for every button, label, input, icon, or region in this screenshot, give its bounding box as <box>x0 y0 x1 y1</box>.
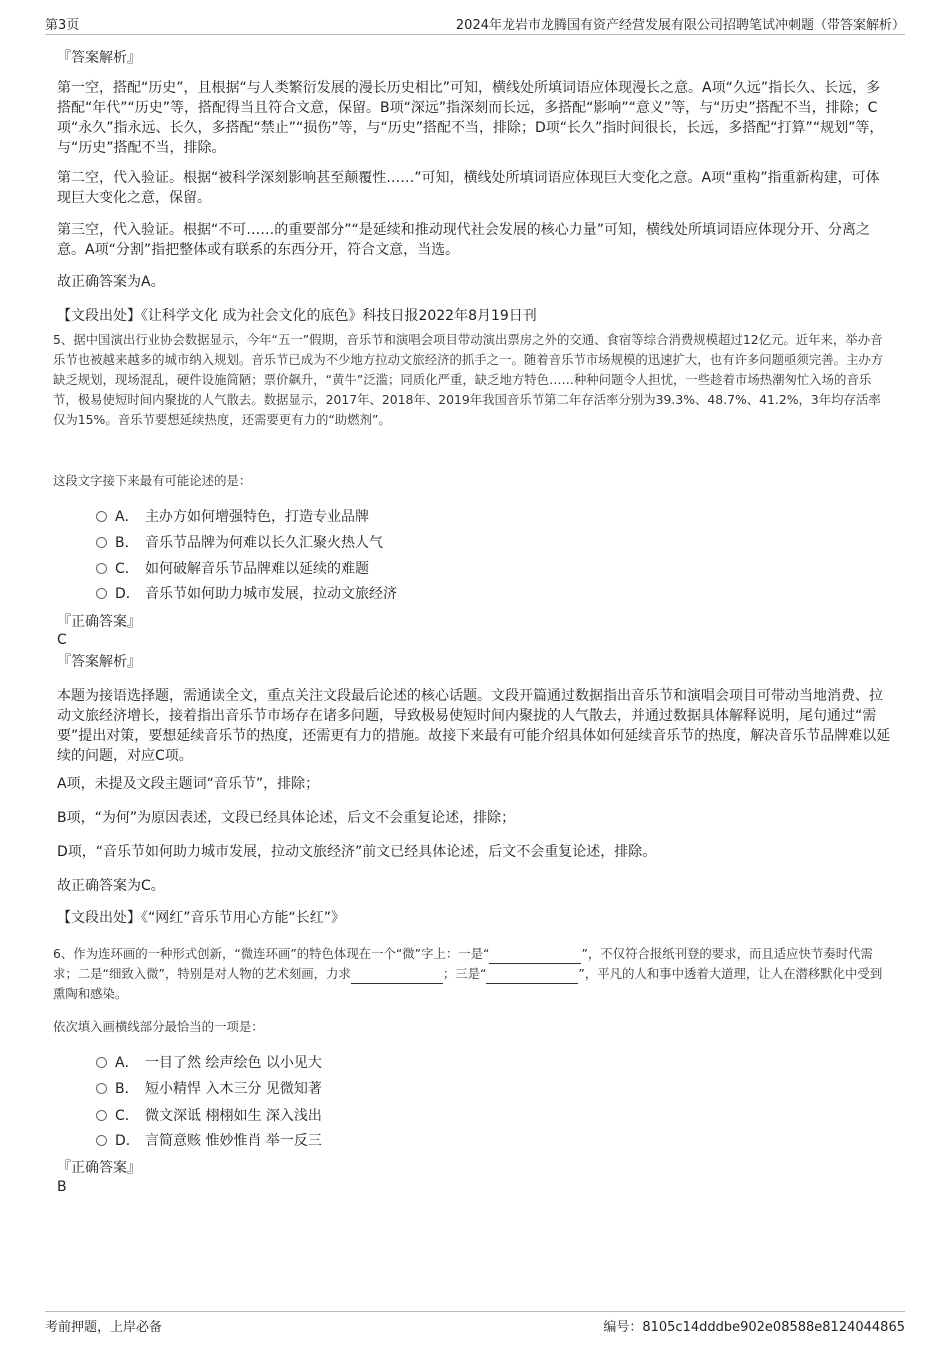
option-text: 如何破解音乐节品牌难以延续的难题 <box>145 561 369 577</box>
source: 【文段出处】《“网红”音乐节用心方能“长红”》 <box>57 910 346 926</box>
question-prompt: 这段文字接下来最有可能论述的是： <box>53 473 252 488</box>
option-text: 微文深诋 栩栩如生 深入浅出 <box>145 1108 322 1124</box>
page-header <box>45 12 905 35</box>
radio-icon[interactable] <box>96 537 107 548</box>
option-b[interactable]: B． 音乐节品牌为何难以长久汇聚火热人气 <box>96 533 383 553</box>
radio-icon[interactable] <box>96 1083 107 1094</box>
correct-answer-label: 『正确答案』 <box>57 1160 141 1176</box>
option-b[interactable]: B． 短小精悍 入木三分 见微知著 <box>96 1079 322 1099</box>
radio-icon[interactable] <box>96 1110 107 1121</box>
option-text: 音乐节如何助力城市发展，拉动文旅经济 <box>145 586 397 602</box>
radio-icon[interactable] <box>96 1057 107 1068</box>
document-id: 编号：8105c14dddbe902e08588e8124044865 <box>603 1320 905 1335</box>
option-text: 言简意赅 惟妙惟肖 举一反三 <box>145 1133 322 1149</box>
option-a[interactable]: A． 一目了然 绘声绘色 以小见大 <box>96 1053 322 1073</box>
analysis-paragraph: 本题为接语选择题，需通读全文，重点关注文段最后论述的核心话题。文段开篇通过数据指出音乐节和演唱会项目可带动当地消费、拉动文旅经济增长，接着指出音乐节市场存在诸多问题，导致极易使短时间内聚拢的人气散去，并通过数据具体解释说明，尾句通过“需要”提出对策，要想延续音乐节的热度，还需更有力的措施。故接下来最有可能介绍具体如何延续音乐节的热度，解决音乐节品牌难以延续的问题，对应C项。 <box>57 688 891 764</box>
question-text: 5、据中国演出行业协会数据显示，今年“五一”假期，音乐节和演唱会项目带动演出票房之外的交通、食宿等综合消费规模超过12亿元。近年来，举办音乐节也被越来越多的城市纳入规划。音乐节已成为不少地方拉动文旅经济的抓手之一。随着音乐节市场规模的迅速扩大，也有许多问题亟须完善。主办方缺乏规划，现场混乱，硬件设施简陋；票价飙升，“黄牛”泛滥；同质化严重，缺乏地方特色……种种问题令人担忧，一些趁着市场热潮匆忙入场的音乐节，极易使短时间内聚拢的人气散去。数据显示，2017年、2018年、2019年我国音乐节第二年存活率分别为39.3%、48.7%、41.2%，3年均存活率仅为15%。音乐节要想延续热度，还需要更有力的“助燃剂”。 <box>53 332 884 427</box>
analysis-label: 『答案解析』 <box>57 50 141 66</box>
radio-icon[interactable] <box>96 588 107 599</box>
correct-answer: C <box>57 632 67 648</box>
option-text: 音乐节品牌为何难以长久汇聚火热人气 <box>145 535 383 551</box>
page-number: 第3页 <box>45 18 80 33</box>
option-a[interactable]: A． 主办方如何增强特色，打造专业品牌 <box>96 507 369 527</box>
analysis-paragraph: D项，“音乐节如何助力城市发展，拉动文旅经济”前文已经具体论述，后文不会重复论述，排除。 <box>57 844 657 860</box>
source: 【文段出处】《让科学文化 成为社会文化的底色》科技日报2022年8月19日刊 <box>57 308 537 324</box>
option-d[interactable]: D． 音乐节如何助力城市发展，拉动文旅经济 <box>96 584 397 604</box>
fill-blank <box>489 949 581 964</box>
analysis-paragraph: 第二空，代入验证。根据“被科学深刻影响甚至颠覆性……”可知，横线处所填词语应体现巨大变化之意。A项“重构”指重新构建，可体现巨大变化之意，保留。 <box>57 170 880 206</box>
fill-blank <box>486 969 578 984</box>
option-text: 短小精悍 入木三分 见微知著 <box>145 1081 322 1097</box>
option-c[interactable]: C． 如何破解音乐节品牌难以延续的难题 <box>96 559 369 579</box>
option-c[interactable]: C． 微文深诋 栩栩如生 深入浅出 <box>96 1106 322 1126</box>
fill-blank <box>351 969 443 984</box>
analysis-paragraph: B项，“为何”为原因表述，文段已经具体论述，后文不会重复论述，排除； <box>57 810 516 826</box>
correct-answer: B <box>57 1179 67 1195</box>
option-text: 一目了然 绘声绘色 以小见大 <box>145 1055 322 1071</box>
radio-icon[interactable] <box>96 563 107 574</box>
page-footer <box>45 1311 905 1335</box>
radio-icon[interactable] <box>96 511 107 522</box>
conclusion: 故正确答案为A。 <box>57 274 165 290</box>
radio-icon[interactable] <box>96 1135 107 1146</box>
question-prompt: 依次填入画横线部分最恰当的一项是： <box>53 1019 264 1034</box>
option-text: 主办方如何增强特色，打造专业品牌 <box>145 509 369 525</box>
option-d[interactable]: D． 言简意赅 惟妙惟肖 举一反三 <box>96 1131 322 1151</box>
analysis-paragraph: 第一空，搭配“历史”，且根据“与人类繁衍发展的漫长历史相比”可知，横线处所填词语应体现漫长之意。A项“久远”指长久、长远，多搭配“年代”“历史”等，搭配得当且符合文意，保留。B项“深远”指深刻而长远，多搭配“影响”“意义”等，与“历史”搭配不当，排除；C项“永久”指永远、长久，多搭配“禁止”“损伤”等，与“历史”搭配不当，排除；D项“长久”指时间很长，长远，多搭配“打算”“规划”等，与“历史”搭配不当，排除。 <box>57 80 884 156</box>
document-title: 2024年龙岩市龙腾国有资产经营发展有限公司招聘笔试冲刺题（带答案解析） <box>455 18 905 33</box>
footer-slogan: 考前押题，上岸必备 <box>45 1320 163 1335</box>
analysis-label: 『答案解析』 <box>57 654 141 670</box>
analysis-paragraph: 第三空，代入验证。根据“不可……的重要部分”“是延续和推动现代社会发展的核心力量”可知，横线处所填词语应体现分开、分离之意。A项“分割”指把整体或有联系的东西分开，符合文意，当选。 <box>57 222 871 258</box>
analysis-paragraph: A项，未提及文段主题词“音乐节”，排除； <box>57 776 320 792</box>
correct-answer-label: 『正确答案』 <box>57 614 141 630</box>
question-text: 6、作为连环画的一种形式创新，“微连环画”的特色体现在一个“微”字上：一是“ ”，不仅符合报纸刊登的要求，而且适应快节奏时代需求；二是“细致入微”，特别是对人物的艺术刻画，力求 ；三是“ ”，平凡的人和事中透着大道理，让人在潜移默化中受到熏陶和感染。 <box>53 946 883 1001</box>
conclusion: 故正确答案为C。 <box>57 878 165 894</box>
